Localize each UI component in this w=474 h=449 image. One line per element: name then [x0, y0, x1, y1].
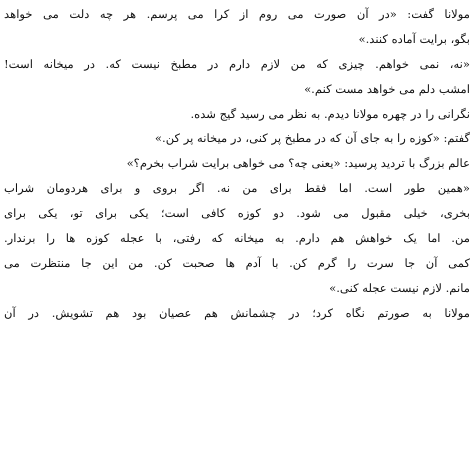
text-line: نگرانی را در چهره مولانا دیدم. به نظر می رسید گیج شده.: [190, 106, 470, 121]
text-line: گفتم: «کوزه را به جای آن که در مطبخ پر کنی، در میخانه پر کن.»: [154, 131, 470, 146]
text-line: «نه، نمی خواهم. چیزی که من لازم دارم در مطبخ نیست که. در میخانه است!: [4, 56, 470, 71]
text-line: بگو، برایت آماده کنند.»: [358, 31, 470, 46]
text-line: من. اما یک خواهش هم دارم. به میخانه که رفتی، با عجله کوزه ها را برندار.: [4, 231, 470, 246]
document-page: [4, 2, 470, 448]
text-line: مولانا گفت: «در آن صورت می روم از کرا می پرسم. هر چه دلت می خواهد: [4, 7, 470, 21]
text-line: امشب دلم می خواهد مست کنم.»: [304, 81, 470, 96]
text-line: مانم. لازم نیست عجله کنی.»: [329, 280, 470, 295]
text-line: عالم بزرگ با تردید پرسید: «یعنی چه؟ می خواهی برایت شراب بخرم؟»: [126, 156, 470, 171]
text-line: کمی آن جا سرت را گرم کن. با آدم ها صحبت کن. من این جا منتظرت می: [4, 255, 470, 270]
text-line: «همین طور است. اما فقط برای من نه. اگر بروی و برای هردومان شراب: [4, 181, 470, 196]
text-line: مولانا به صورتم نگاه کرد؛ در چشمانش هم عصیان بود هم تشویش. در آن: [4, 305, 470, 320]
text-line: بخری، خیلی مقبول می شود. دو کوزه کافی است؛ یکی برای تو، یکی برای: [4, 206, 470, 221]
